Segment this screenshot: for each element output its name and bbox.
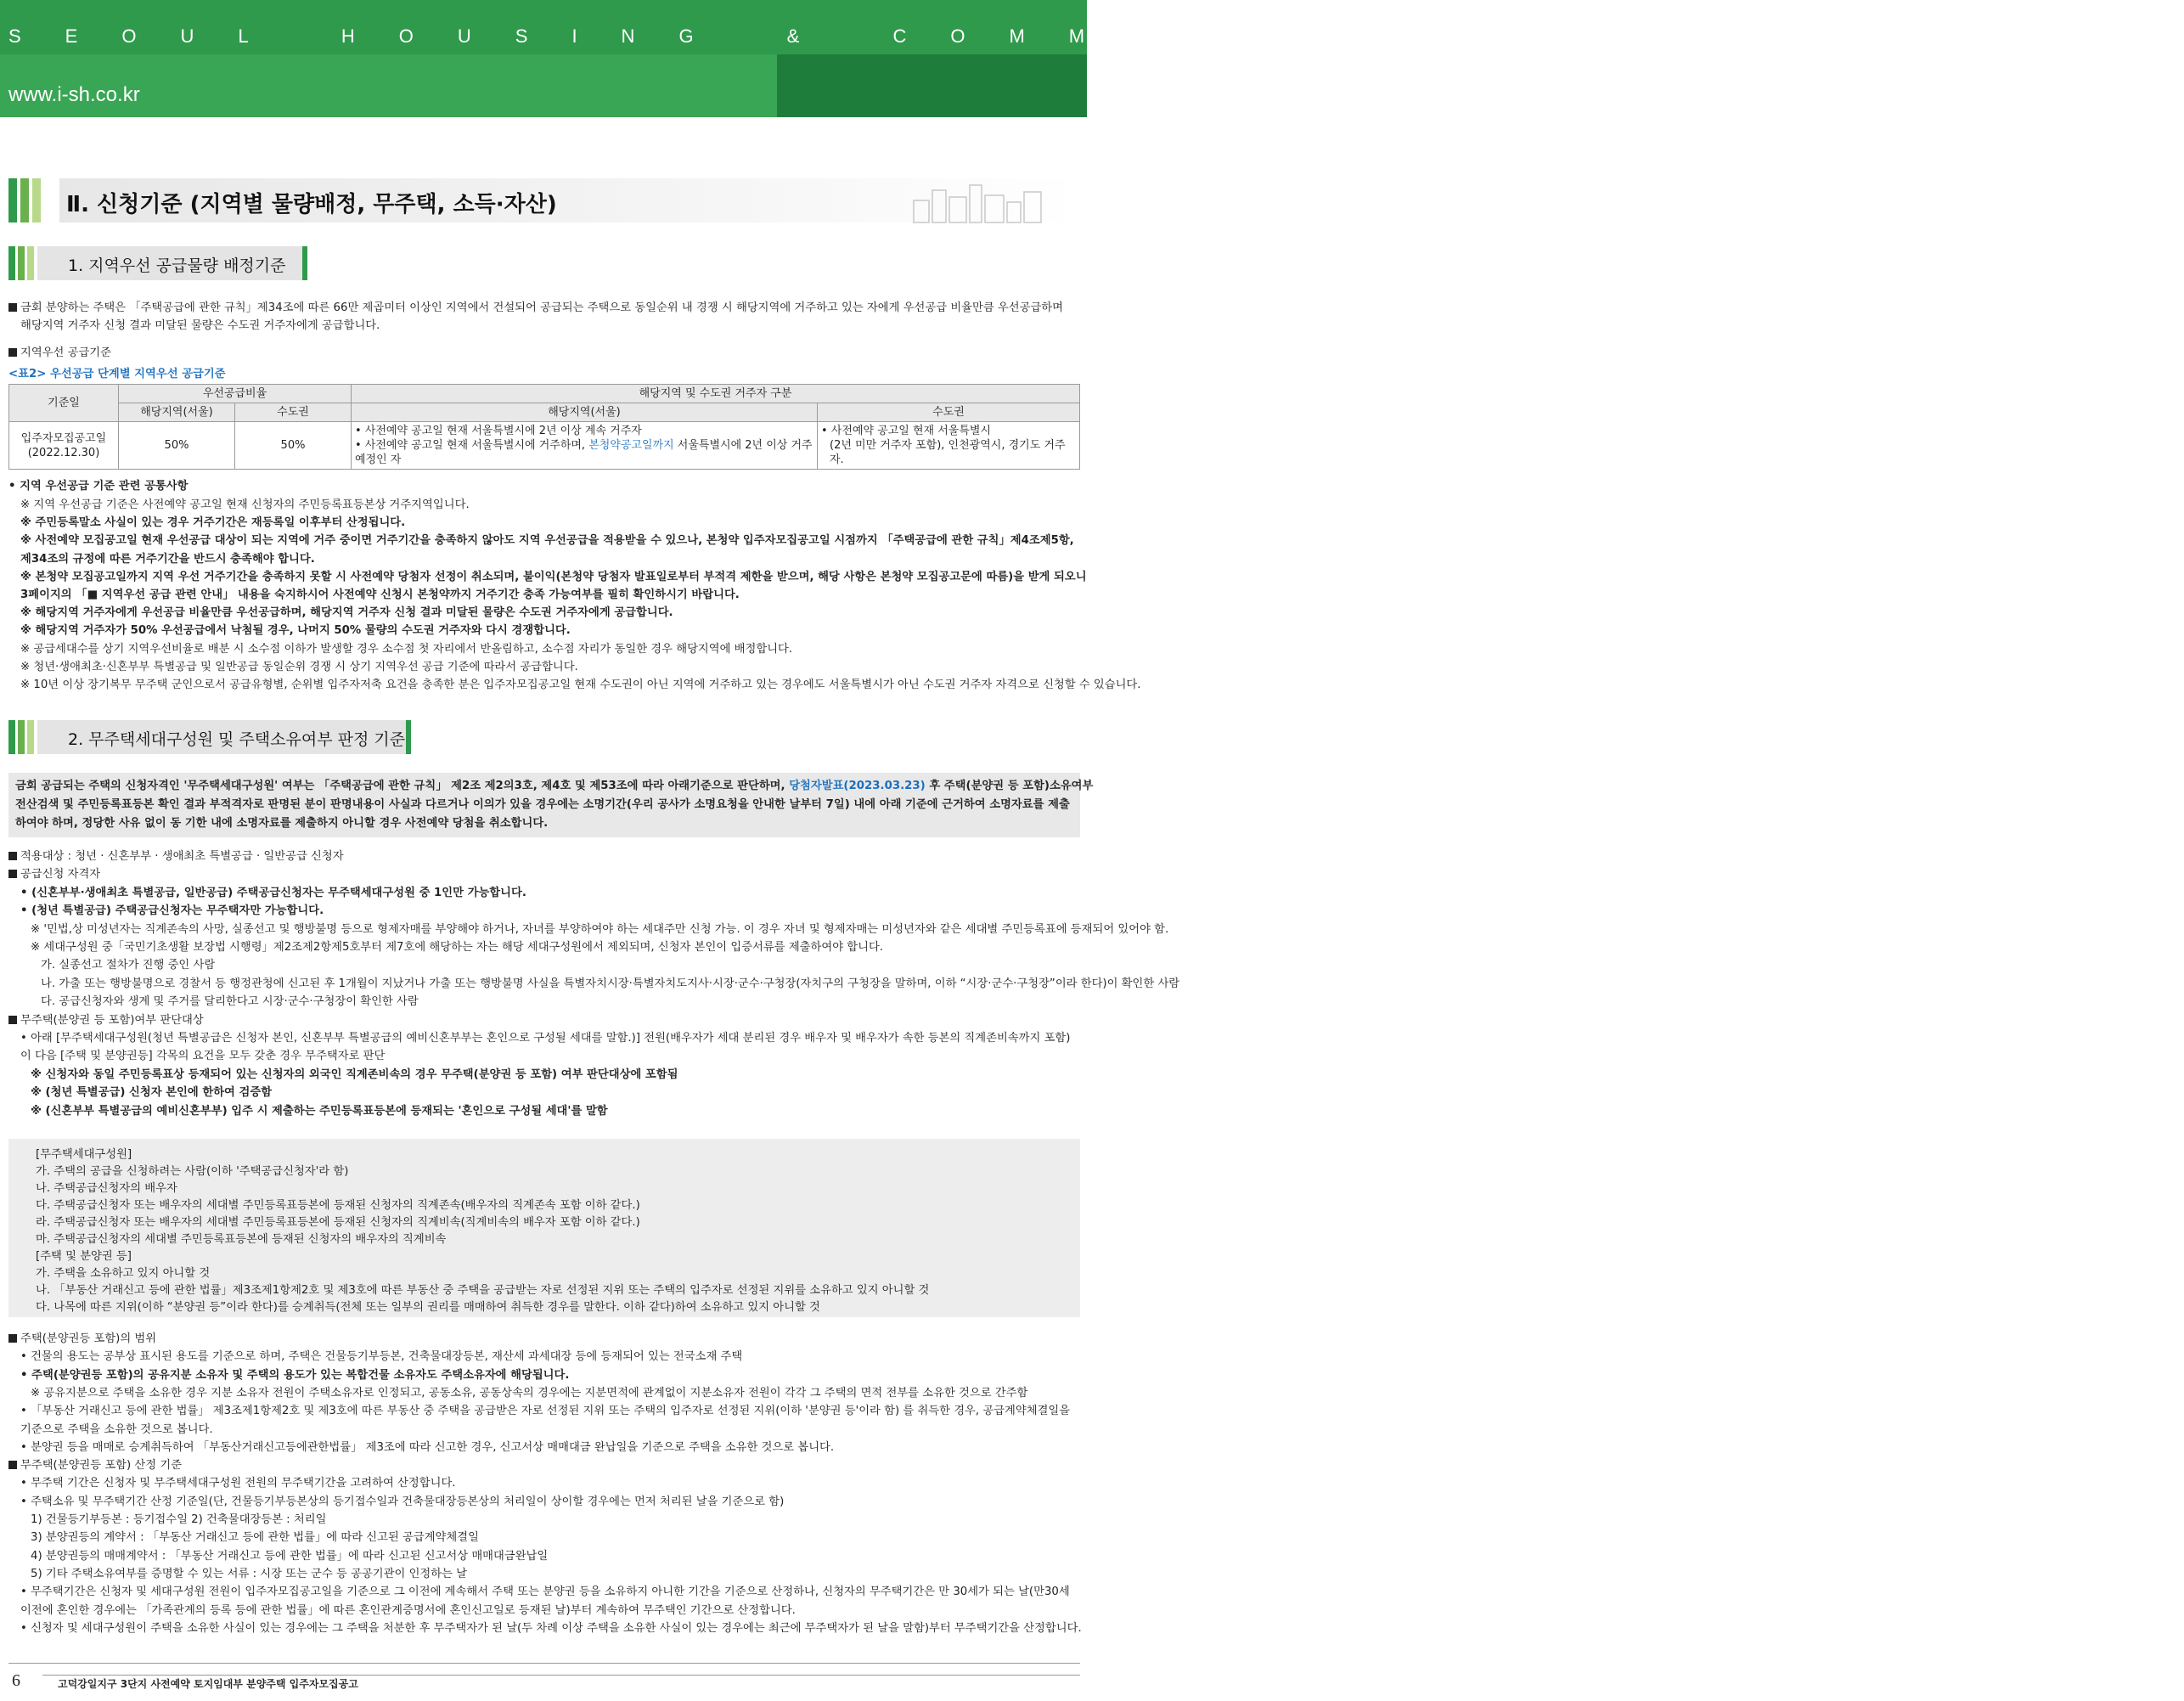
- definition-box: [8, 1139, 1080, 1317]
- list-item: [주택 및 분양권 등]: [36, 1250, 132, 1263]
- subsection-1-title: 1. 지역우선 공급물량 배정기준: [68, 256, 286, 275]
- table-caption: <표2> 우선공급 단계별 지역우선 공급기준: [8, 368, 226, 380]
- td-date: 입주자모집공고일 (2022.12.30): [9, 422, 119, 470]
- list-item: • 주택(분양권등 포함)의 공유지분 소유자 및 주택의 용도가 있는 복합건물 소유자도 주택소유자에 해당됩니다.: [20, 1368, 570, 1382]
- list-item: ※ 주민등록말소 사실이 있는 경우 거주기간은 재등록일 이후부터 산정됩니다.: [20, 516, 406, 530]
- td-ratio-local: 50%: [119, 422, 235, 470]
- list-item: • 건물의 용도는 공부상 표시된 용도를 기준으로 하며, 주택은 건물등기부등본, 건축물대장등본, 재산세 과세대장 등에 등재되어 있는 전국소재 주택: [20, 1350, 743, 1364]
- footer-title: 고덕강일지구 3단지 사전예약 토지임대부 분양주택 입주자모집공고: [58, 1678, 358, 1690]
- subsection-2-bar: [8, 720, 408, 754]
- list-item: 나. 주택공급신청자의 배우자: [36, 1182, 177, 1195]
- section-stripes: [8, 178, 59, 222]
- list-item: 적용대상 : 청년 · 신혼부부 · 생애최초 특별공급 · 일반공급 신청자: [8, 848, 344, 865]
- list-item: • 무주택 기간은 신청자 및 무주택세대구성원 전원의 무주택기간을 고려하여 산정합니다.: [20, 1477, 456, 1490]
- std-label: 지역우선 공급기준: [8, 344, 111, 362]
- subsection-stripes: [8, 246, 51, 280]
- list-item: 다. 공급신청자와 생계 및 주거를 달리한다고 시장·군수·구청장이 확인한 사람: [41, 995, 419, 1009]
- td-metro-criteria: • 사전예약 공고일 현재 서울특별시 (2년 미만 거주자 포함), 인천광역시, 경기도 거주자.: [818, 422, 1080, 470]
- list-item: 주택(분양권등 포함)의 범위: [8, 1330, 156, 1348]
- td-local-criteria: • 사전예약 공고일 현재 서울특별시에 2년 이상 계속 거주자 • 사전예약 공고일 현재 서울특별시에 거주하며, 본청약공고일까지 서울특별시에 2년 이상 거주 예정인 자: [352, 422, 818, 470]
- list-item: 무주택(분양권 등 포함)여부 판단대상: [8, 1011, 204, 1029]
- list-item: ※ 10년 이상 장기복무 무주택 군인으로서 공급유형별, 순위별 입주자저축 요건을 충족한 분은 입주자모집공고일 현재 수도권이 아닌 지역에 거주하고 있는 경우에도 서울특별시가 아닌 수도권 거주자 자격으로 신청할 수 있습니다.: [20, 679, 1141, 691]
- list-item: ※ 공유지분으로 주택을 소유한 경우 지분 소유자 전원이 주택소유자로 인정되고, 공동소유, 공동상속의 경우에는 지분면적에 관계없이 지분소유자 전원이 각각 그 주택의 면적 전부를 소유한 것으로 간주함: [31, 1386, 1028, 1400]
- intro-line-1: 금회 분양하는 주택은 「주택공급에 관한 규칙」제34조에 따른 66만 제곱미터 이상인 지역에서 건설되어 공급되는 주택으로 동일순위 내 경쟁 시 해당지역에 거주하고 있는 자에게 우선공급 비율만큼 우선공급하며: [8, 299, 1063, 317]
- page-number: 6: [12, 1671, 20, 1690]
- list-item: 가. 주택의 공급을 신청하려는 사람(이하 '주택공급신청자'라 함): [36, 1165, 349, 1178]
- th-region: 해당지역 및 수도권 거주자 구분: [352, 385, 1080, 403]
- list-item: 제34조의 규정에 따른 거주기간을 반드시 충족해야 합니다.: [20, 552, 315, 566]
- list-item: ※ 사전예약 모집공고일 현재 우선공급 대상이 되는 지역에 거주 중이면 거주기간을 충족하지 않아도 지역 우선공급을 적용받을 수 있으나, 본청약 입주자모집공고일 시점까지 「주택공급에 관한 규칙」제4조제5항,: [20, 534, 1074, 548]
- list-item: ※ 공급세대수를 상기 지역우선비율로 배분 시 소수점 이하가 발생할 경우 소수점 첫 자리에서 반올림하고, 소수점 자리가 동일한 경우 해당지역에 배정합니다.: [20, 642, 793, 656]
- section-title: Ⅱ. 신청기준 (지역별 물량배정, 무주택, 소득·자산): [66, 192, 557, 217]
- subsection-endbar: [302, 246, 307, 280]
- square-bullet-icon: [8, 870, 17, 878]
- list-item: 가. 주택을 소유하고 있지 아니할 것: [36, 1267, 211, 1280]
- common-title: • 지역 우선공급 기준 관련 공통사항: [8, 480, 189, 493]
- header-accent: [777, 54, 1087, 117]
- square-bullet-icon: [8, 348, 17, 357]
- list-item: • (청년 특별공급) 주택공급신청자는 무주택자만 가능합니다.: [20, 904, 324, 918]
- list-item: 4) 분양권등의 매매계약서 : 「부동산 거래신고 등에 관한 법률」에 따라 신고된 신고서상 매매대금완납일: [31, 1549, 549, 1563]
- list-item: ※ 해당지역 거주자가 50% 우선공급에서 낙첨될 경우, 나머지 50% 물량의 수도권 거주자와 다시 경쟁합니다.: [20, 624, 571, 638]
- region-priority-table: [8, 384, 1080, 470]
- notice-line-2: 전산검색 및 주민등록표등본 확인 결과 부적격자로 판명된 분이 판명내용이 사실과 다르거나 이의가 있을 경우에는 소명기간(우리 공사가 소명요청을 안내한 날부터 7일) 내에 아래 기준에 근거하여 소명자료를 제출: [15, 798, 1070, 811]
- list-item: • 아래 [무주택세대구성원(청년 특별공급은 신청자 본인, 신혼부부 특별공급의 예비신혼부부는 혼인으로 구성될 세대를 말함.)] 전원(배우자가 세대 분리된 경우 배우자 및 배우자가 속한 등본의 직계존비속까지 포함): [20, 1032, 1071, 1045]
- list-item: 3) 분양권등의 계약서 : 「부동산 거래신고 등에 관한 법률」에 따라 신고된 공급계약체결일: [31, 1531, 479, 1545]
- th-ratio: 우선공급비율: [119, 385, 352, 403]
- list-item: ※ '민법,상 미성년자는 직계존속의 사망, 실종선고 및 행방불명 등으로 형제자매를 부양해야 하거나, 자녀를 부양하여야 하는 세대주만 신청 가능. 이 경우 자녀 및 형제자매는 미성년자와 같은 세대별 주민등록표에 등재되어 있어야 함.: [31, 922, 1169, 936]
- square-bullet-icon: [8, 852, 17, 860]
- list-item: 공급신청 자격자: [8, 865, 100, 883]
- square-bullet-icon: [8, 1334, 17, 1343]
- list-item: 무주택(분양권등 포함) 산정 기준: [8, 1456, 182, 1474]
- list-item: 나. 「부동산 거래신고 등에 관한 법률」제3조제1항제2호 및 제3호에 따른 부동산 중 주택을 공급받는 자로 선정된 지위 또는 주택의 입주자로 선정된 지위를 소유하고 있지 아니할 것: [36, 1284, 930, 1297]
- subsection-stripes: [8, 720, 51, 754]
- square-bullet-icon: [8, 1016, 17, 1024]
- notice-line-1: 금회 공급되는 주택의 신청자격인 '무주택세대구성원' 여부는 「주택공급에 관한 규칙」 제2조 제2의3호, 제4호 및 제53조에 따라 아래기준으로 판단하며, 당첨자발표(2023.03.23) 후 주택(분양권 등 포함)소유여부: [15, 780, 1094, 792]
- notice-line-3: 하여야 하며, 정당한 사유 없이 동 기한 내에 소명자료를 제출하지 아니할 경우 사전예약 당첨을 취소합니다.: [15, 817, 549, 830]
- notice-box: [8, 773, 1094, 837]
- section-title-bar: [8, 178, 1080, 222]
- list-item: ※ (신혼부부 특별공급의 예비신혼부부) 입주 시 제출하는 주민등록표등본에 등재되는 '혼인으로 구성될 세대'를 말함: [31, 1104, 608, 1118]
- url-band: [0, 54, 777, 117]
- site-url[interactable]: www.i-sh.co.kr: [8, 83, 140, 106]
- list-item: ※ 청년·생애최초·신혼부부 특별공급 및 일반공급 동일순위 경쟁 시 상기 지역우선 공급 기준에 따라서 공급합니다.: [20, 660, 578, 673]
- list-item: 3페이지의 「■ 지역우선 공급 관련 안내」 내용을 숙지하시어 사전예약 신청시 본청약까지 거주기간 충족 가능여부를 필히 확인하시기 바랍니다.: [20, 589, 740, 601]
- td-ratio-metro: 50%: [235, 422, 352, 470]
- corp-name: SEOUL HOUSING & COMMUNITIES CORPORATION: [8, 25, 2184, 47]
- list-item: 1) 건물등기부등본 : 등기접수일 2) 건축물대장등본 : 처리일: [31, 1513, 327, 1526]
- th-metro: 수도권: [235, 403, 352, 422]
- list-item: ※ 세대구성원 중「국민기초생활 보장법 시행령」제2조제2항제5호부터 제7호에 해당하는 자는 해당 세대구성원에서 제외되며, 신청자 본인이 입증서류를 제출하여야 합니다.: [31, 941, 884, 954]
- footer-rule-2: [42, 1675, 1080, 1676]
- list-item: 마. 주택공급신청자의 세대별 주민등록표등본에 등재된 신청자의 배우자의 직계비속: [36, 1233, 447, 1246]
- list-item: ※ 신청자와 동일 주민등록표상 등재되어 있는 신청자의 외국인 직계존비속의 경우 무주택(분양권 등 포함) 여부 판단대상에 포함됨: [31, 1067, 678, 1081]
- list-item: • (신혼부부·생애최초 특별공급, 일반공급) 주택공급신청자는 무주택세대구성원 중 1인만 가능합니다.: [20, 886, 526, 899]
- th-metro2: 수도권: [818, 403, 1080, 422]
- th-local2: 해당지역(서울): [352, 403, 818, 422]
- square-bullet-icon: [8, 303, 17, 312]
- header-band: [0, 0, 2184, 54]
- list-item: 기준으로 주택을 소유한 것으로 봅니다.: [20, 1422, 213, 1436]
- square-bullet-icon: [8, 1461, 17, 1469]
- list-item: ※ (청년 특별공급) 신청자 본인에 한하여 검증함: [31, 1086, 273, 1100]
- subsection-2-title: 2. 무주택세대구성원 및 주택소유여부 판정 기준: [68, 730, 406, 749]
- th-date: 기준일: [9, 385, 119, 422]
- list-item: 가. 실종선고 절차가 진행 중인 사람: [41, 959, 216, 972]
- list-item: 나. 가출 또는 행방불명으로 경찰서 등 행정관청에 신고된 후 1개월이 지났거나 가출 또는 행방불명 사실을 특별자치시장·특별자치도지사·시장·군수·구청장(자치구의 구청장을 말하며, 이하 “시장·군수·구청장”이라 한다)이 확인한 사람: [41, 977, 1180, 990]
- skyline-icon: [910, 180, 1046, 222]
- list-item: • 주택소유 및 무주택기간 산정 기준일(단, 건물등기부등본상의 등기접수일과 건축물대장등본상의 처리일이 상이할 경우에는 먼저 처리된 날을 기준으로 함): [20, 1495, 785, 1508]
- subsection-1-bar: [8, 246, 304, 280]
- list-item: ※ 지역 우선공급 기준은 사전예약 공고일 현재 신청자의 주민등록표등본상 거주지역입니다.: [20, 498, 470, 511]
- list-item: • 「부동산 거래신고 등에 관한 법률」 제3조제1항제2호 및 제3호에 따른 부동산 중 주택을 공급받은 자로 선정된 지위 또는 주택의 입주자로 선정된 지위(이하 '분양권 등'이라 함) 를 취득한 경우, 공급계약체결일을: [20, 1405, 1071, 1418]
- list-item: 5) 기타 주택소유여부를 증명할 수 있는 서류 : 시장 또는 군수 등 공공기관이 인정하는 날: [31, 1567, 468, 1580]
- list-item: 이전에 혼인한 경우에는 「가족관계의 등록 등에 관한 법률」에 따른 혼인관계증명서에 혼인신고일로 등재된 날)부터 계속하여 무주택인 기간으로 산정합니다.: [20, 1603, 796, 1617]
- intro-line-2: 해당지역 거주자 신청 결과 미달된 물량은 수도권 거주자에게 공급합니다.: [20, 319, 380, 332]
- footer-rule: [8, 1663, 1080, 1664]
- list-item: 라. 주택공급신청자 또는 배우자의 세대별 주민등록표등본에 등재된 신청자의 직계비속(직계비속의 배우자 포함 이하 같다.): [36, 1216, 640, 1229]
- list-item: 이 다음 [주택 및 분양권등] 각목의 요건을 모두 갖춘 경우 무주택자로 판단: [20, 1050, 386, 1063]
- th-local: 해당지역(서울): [119, 403, 235, 422]
- list-item: • 분양권 등을 매매로 승계취득하여 「부동산거래신고등에관한법률」 제3조에 따라 신고한 경우, 신고서상 매매대금 완납일을 기준으로 주택을 소유한 것으로 봅니다.: [20, 1440, 835, 1454]
- list-item: 다. 나목에 따른 지위(이하 “분양권 등”이라 한다)를 승계취득(전체 또는 일부의 권리를 매매하여 취득한 경우를 말한다. 이하 같다)하여 소유하고 있지 아니할 것: [36, 1301, 820, 1314]
- list-item: 다. 주택공급신청자 또는 배우자의 세대별 주민등록표등본에 등재된 신청자의 직계존속(배우자의 직계존속 포함 이하 같다.): [36, 1199, 640, 1212]
- list-item: [무주택세대구성원]: [36, 1148, 132, 1161]
- list-item: • 무주택기간은 신청자 및 세대구성원 전원이 입주자모집공고일을 기준으로 그 이전에 계속해서 주택 또는 분양권 등을 소유하지 아니한 기간을 기준으로 산정하나, 신청자의 무주택기간은 만 30세가 되는 날(만30세: [20, 1586, 1070, 1599]
- list-item: ※ 본청약 모집공고일까지 지역 우선 거주기간을 충족하지 못할 시 사전예약 당첨자 선정이 취소되며, 불이익(본청약 당첨자 발표일로부터 부적격 제한을 받으며, 해당 사항은 본청약 모집공고문에 따름)을 받게 되오니: [20, 570, 1087, 583]
- list-item: ※ 해당지역 거주자에게 우선공급 비율만큼 우선공급하며, 해당지역 거주자 신청 결과 미달된 물량은 수도권 거주자에게 공급합니다.: [20, 606, 673, 620]
- list-item: • 신청자 및 세대구성원이 주택을 소유한 사실이 있는 경우에는 그 주택을 처분한 후 무주택자가 된 날(두 차례 이상 주택을 소유한 사실이 있는 경우에는 최근에 무주택자가 된 날을 말함)부터 무주택기간을 산정합니다.: [20, 1621, 1082, 1635]
- subsection-endbar: [406, 720, 411, 754]
